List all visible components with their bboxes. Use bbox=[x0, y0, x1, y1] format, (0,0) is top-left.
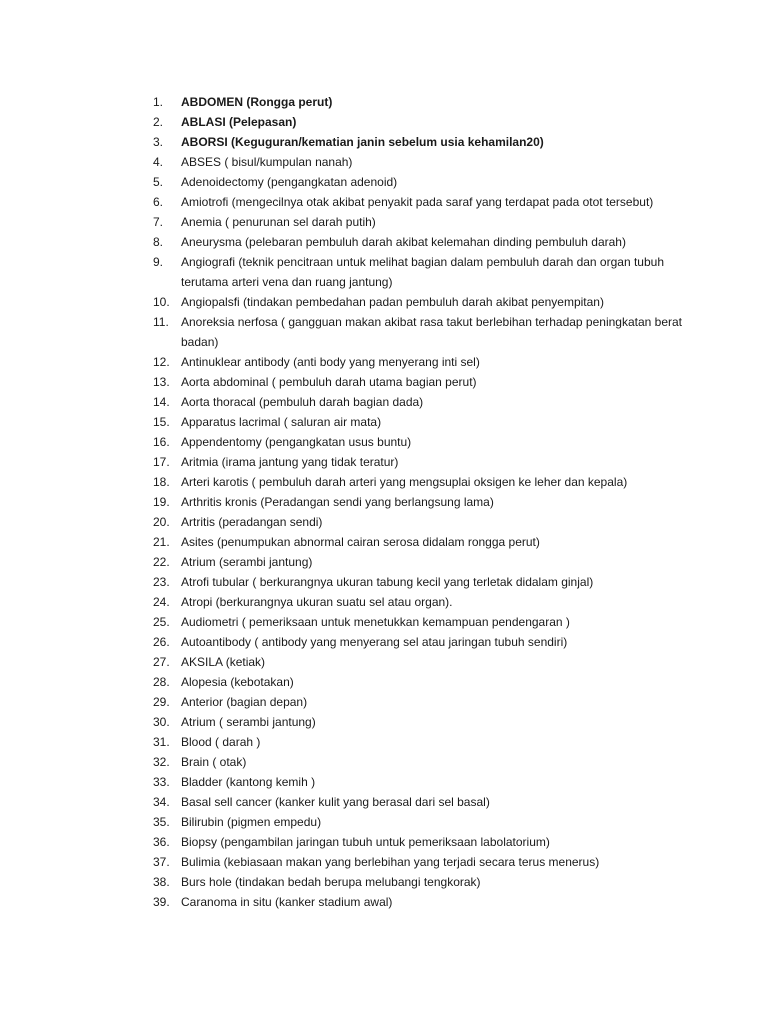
list-item-text: Bilirubin (pigmen empedu) bbox=[181, 815, 322, 829]
list-item bbox=[153, 772, 713, 792]
list-item bbox=[153, 812, 713, 832]
list-item bbox=[153, 192, 713, 212]
list-item-text: Amiotrofi (mengecilnya otak akibat penyakit pada saraf yang terdapat pada otot tersebut) bbox=[181, 195, 654, 209]
list-item-number: 36. bbox=[153, 835, 170, 849]
list-item bbox=[153, 492, 713, 512]
list-item bbox=[153, 252, 713, 292]
list-item-number: 16. bbox=[153, 435, 170, 449]
list-item-number: 4. bbox=[153, 155, 164, 169]
list-item-number: 20. bbox=[153, 515, 170, 529]
list-item bbox=[153, 212, 713, 232]
list-item-text: Angiopalsfi (tindakan pembedahan padan pembuluh darah akibat penyempitan) bbox=[181, 295, 604, 309]
list-item bbox=[153, 752, 713, 772]
list-item bbox=[153, 692, 713, 712]
list-item bbox=[153, 872, 713, 892]
list-item-text: Basal sell cancer (kanker kulit yang berasal dari sel basal) bbox=[181, 795, 490, 809]
list-item bbox=[153, 152, 713, 172]
list-item-text: Adenoidectomy (pengangkatan adenoid) bbox=[181, 175, 398, 189]
list-item-number: 2. bbox=[153, 115, 164, 129]
list-item-text: Antinuklear antibody (anti body yang menyerang inti sel) bbox=[181, 355, 480, 369]
list-item bbox=[153, 292, 713, 312]
list-item bbox=[153, 172, 713, 192]
list-item-text: ABORSI (Keguguran/kematian janin sebelum usia kehamilan20) bbox=[181, 135, 544, 149]
list-item-text: Caranoma in situ (kanker stadium awal) bbox=[181, 895, 393, 909]
list-item-number: 33. bbox=[153, 775, 170, 789]
list-item-number: 7. bbox=[153, 215, 164, 229]
list-item-text: Aneurysma (pelebaran pembuluh darah akibat kelemahan dinding pembuluh darah) bbox=[181, 235, 626, 249]
list-item-number: 9. bbox=[153, 255, 164, 269]
list-item bbox=[153, 512, 713, 532]
list-item bbox=[153, 452, 713, 472]
list-item-text: Aorta thoracal (pembuluh darah bagian dada) bbox=[181, 395, 424, 409]
list-item bbox=[153, 372, 713, 392]
list-item-number: 34. bbox=[153, 795, 170, 809]
list-item-number: 30. bbox=[153, 715, 170, 729]
list-item-number: 14. bbox=[153, 395, 170, 409]
list-item-number: 11. bbox=[153, 315, 169, 329]
list-item-number: 13. bbox=[153, 375, 170, 389]
list-item bbox=[153, 92, 713, 112]
list-item bbox=[153, 832, 713, 852]
list-item-text: Blood ( darah ) bbox=[181, 735, 261, 749]
list-item-text: Asites (penumpukan abnormal cairan serosa didalam rongga perut) bbox=[181, 535, 540, 549]
list-item-number: 24. bbox=[153, 595, 170, 609]
list-item-text: Aritmia (irama jantung yang tidak teratur) bbox=[181, 455, 399, 469]
list-item bbox=[153, 712, 713, 732]
list-item-text: Atrofi tubular ( berkurangnya ukuran tabung kecil yang terletak didalam ginjal) bbox=[181, 575, 594, 589]
list-item bbox=[153, 392, 713, 412]
list-item bbox=[153, 532, 713, 552]
list-item-number: 3. bbox=[153, 135, 164, 149]
list-item-text: Atropi (berkurangnya ukuran suatu sel atau organ). bbox=[181, 595, 453, 609]
list-item bbox=[153, 232, 713, 252]
list-item-text: AKSILA (ketiak) bbox=[181, 655, 266, 669]
list-item-number: 32. bbox=[153, 755, 170, 769]
list-item bbox=[153, 412, 713, 432]
list-item-text: Artritis (peradangan sendi) bbox=[181, 515, 323, 529]
list-item-text: Arthritis kronis (Peradangan sendi yang berlangsung lama) bbox=[181, 495, 494, 509]
list-item-number: 28. bbox=[153, 675, 170, 689]
list-item-text: Apparatus lacrimal ( saluran air mata) bbox=[181, 415, 382, 429]
list-item-number: 26. bbox=[153, 635, 170, 649]
list-item-number: 6. bbox=[153, 195, 164, 209]
list-item-text: Biopsy (pengambilan jaringan tubuh untuk pemeriksaan labolatorium) bbox=[181, 835, 550, 849]
list-item-text: Appendentomy (pengangkatan usus buntu) bbox=[181, 435, 412, 449]
list-item-text: Alopesia (kebotakan) bbox=[181, 675, 294, 689]
list-item-number: 31. bbox=[153, 735, 170, 749]
list-item-text: Autoantibody ( antibody yang menyerang sel atau jaringan tubuh sendiri) bbox=[181, 635, 568, 649]
list-item-text: Angiografi (teknik pencitraan untuk melihat bagian dalam pembuluh darah dan organ tubuh terutama arteri vena dan ruang jantung) bbox=[181, 255, 664, 289]
list-item-number: 29. bbox=[153, 695, 170, 709]
list-item-number: 17. bbox=[153, 455, 170, 469]
list-item-number: 22. bbox=[153, 555, 170, 569]
list-item bbox=[153, 552, 713, 572]
list-item-number: 19. bbox=[153, 495, 170, 509]
list-item-text: Anemia ( penurunan sel darah putih) bbox=[181, 215, 376, 229]
list-item bbox=[153, 432, 713, 452]
list-item bbox=[153, 852, 713, 872]
list-item bbox=[153, 732, 713, 752]
list-item-number: 15. bbox=[153, 415, 170, 429]
list-item-number: 39. bbox=[153, 895, 170, 909]
list-item-text: Audiometri ( pemeriksaan untuk menetukkan kemampuan pendengaran ) bbox=[181, 615, 570, 629]
list-item-text: Anterior (bagian depan) bbox=[181, 695, 308, 709]
list-item-number: 10. bbox=[153, 295, 170, 309]
list-item-number: 27. bbox=[153, 655, 170, 669]
list-item-number: 12. bbox=[153, 355, 170, 369]
list-item-number: 38. bbox=[153, 875, 170, 889]
list-item-text: ABDOMEN (Rongga perut) bbox=[181, 95, 333, 109]
list-item-number: 21. bbox=[153, 535, 170, 549]
list-item bbox=[153, 652, 713, 672]
list-item-number: 23. bbox=[153, 575, 170, 589]
list-item-number: 5. bbox=[153, 175, 164, 189]
list-item bbox=[153, 592, 713, 612]
list-item-text: Anoreksia nerfosa ( gangguan makan akibat rasa takut berlebihan terhadap peningkatan berat badan) bbox=[181, 315, 683, 349]
list-item-text: Burs hole (tindakan bedah berupa melubangi tengkorak) bbox=[181, 875, 481, 889]
list-item bbox=[153, 632, 713, 652]
list-item-text: Atrium ( serambi jantung) bbox=[181, 715, 316, 729]
medical-terms-list bbox=[153, 92, 713, 912]
list-item-text: Brain ( otak) bbox=[181, 755, 247, 769]
list-item-text: Atrium (serambi jantung) bbox=[181, 555, 313, 569]
list-item bbox=[153, 892, 713, 912]
list-item-text: Aorta abdominal ( pembuluh darah utama bagian perut) bbox=[181, 375, 477, 389]
list-item-text: ABLASI (Pelepasan) bbox=[181, 115, 297, 129]
list-item bbox=[153, 612, 713, 632]
list-item-number: 37. bbox=[153, 855, 170, 869]
list-item-number: 18. bbox=[153, 475, 170, 489]
list-item bbox=[153, 112, 713, 132]
list-item-number: 8. bbox=[153, 235, 164, 249]
list-item-number: 1. bbox=[153, 95, 164, 109]
list-item bbox=[153, 312, 713, 352]
list-item bbox=[153, 132, 713, 152]
list-item-text: ABSES ( bisul/kumpulan nanah) bbox=[181, 155, 353, 169]
list-item bbox=[153, 352, 713, 372]
list-item-text: Bladder (kantong kemih ) bbox=[181, 775, 316, 789]
list-item bbox=[153, 672, 713, 692]
list-item bbox=[153, 472, 713, 492]
list-item-number: 25. bbox=[153, 615, 170, 629]
list-item bbox=[153, 792, 713, 812]
list-item-number: 35. bbox=[153, 815, 170, 829]
list-item-text: Arteri karotis ( pembuluh darah arteri yang mengsuplai oksigen ke leher dan kepala) bbox=[181, 475, 628, 489]
list-item bbox=[153, 572, 713, 592]
list-item-text: Bulimia (kebiasaan makan yang berlebihan yang terjadi secara terus menerus) bbox=[181, 855, 600, 869]
